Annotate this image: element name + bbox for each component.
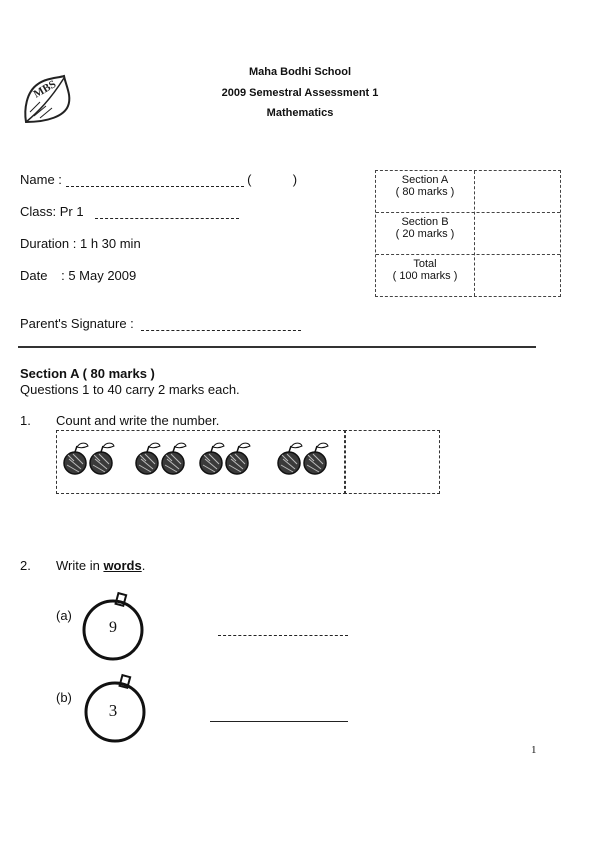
- apple-icon: [304, 443, 328, 474]
- class-field: [20, 204, 239, 219]
- apple-outline-b: [80, 672, 150, 744]
- marks-row-total: [376, 255, 560, 296]
- section-a-title: Section A: [401, 174, 449, 186]
- apple-picture-box: [56, 430, 346, 494]
- page-number: 1: [531, 744, 537, 756]
- apple-icon: [162, 443, 186, 474]
- question-2a-label: (a): [56, 608, 72, 623]
- marks-row-b: [376, 213, 560, 255]
- total-title: Total: [413, 258, 437, 270]
- signature-field: [20, 316, 301, 331]
- date-label: Date: [20, 268, 48, 283]
- school-logo: [20, 72, 76, 128]
- question-2-prompt-suffix: .: [141, 558, 146, 573]
- svg-text:MBS: MBS: [31, 78, 59, 101]
- apple-number-a: 9: [109, 619, 117, 636]
- section-b-title: Section B: [401, 216, 449, 228]
- question-2-prompt: [56, 558, 145, 573]
- register-bracket-open: (: [247, 172, 252, 187]
- apple-number-b: 3: [108, 701, 118, 720]
- apple-icon: [136, 443, 160, 474]
- signature-label: Parent's Signature :: [20, 316, 134, 331]
- total-marks: ( 100 marks ): [392, 270, 458, 282]
- question-2-number: 2.: [20, 558, 31, 573]
- signature-blank[interactable]: [141, 318, 301, 331]
- name-field: [20, 172, 297, 187]
- apple-icon: [278, 443, 302, 474]
- class-label: Class: Pr 1: [20, 204, 84, 219]
- question-1-number: 1.: [20, 413, 31, 428]
- question-1-prompt: Count and write the number.: [56, 413, 220, 428]
- apple-icon: [90, 443, 114, 474]
- section-b-marks: ( 20 marks ): [395, 228, 455, 240]
- apple-icon: [200, 443, 224, 474]
- marks-row-a: [376, 171, 560, 213]
- question-2b-answer-line[interactable]: [210, 721, 348, 722]
- date-field: [20, 268, 136, 283]
- apple-icon: [64, 443, 88, 474]
- question-2-prompt-emphasis: words: [103, 558, 142, 573]
- apple-outline-a: [78, 590, 148, 662]
- register-bracket-close: ): [292, 172, 298, 187]
- school-name: Maha Bodhi School: [248, 66, 352, 78]
- subject-title: Mathematics: [266, 107, 334, 119]
- question-2a-answer-line[interactable]: [218, 635, 348, 636]
- section-a-instructions: Questions 1 to 40 carry 2 marks each.: [20, 382, 240, 397]
- section-a-heading: Section A ( 80 marks ): [20, 366, 155, 381]
- marks-table: [375, 170, 561, 297]
- section-a-marks: ( 80 marks ): [395, 186, 455, 198]
- question-2b-label: (b): [56, 690, 72, 705]
- header-divider: [18, 346, 536, 348]
- assessment-title: 2009 Semestral Assessment 1: [221, 87, 379, 99]
- question-1-answer-box[interactable]: [344, 430, 440, 494]
- question-2-prompt-prefix: Write in: [56, 558, 104, 573]
- name-blank[interactable]: [66, 174, 244, 187]
- date-value: : 5 May 2009: [61, 268, 137, 283]
- name-label: Name :: [20, 172, 62, 187]
- apples-picture: [57, 431, 345, 493]
- duration-text: Duration : 1 h 30 min: [20, 236, 141, 251]
- class-blank[interactable]: [95, 206, 239, 219]
- apple-icon: [226, 443, 250, 474]
